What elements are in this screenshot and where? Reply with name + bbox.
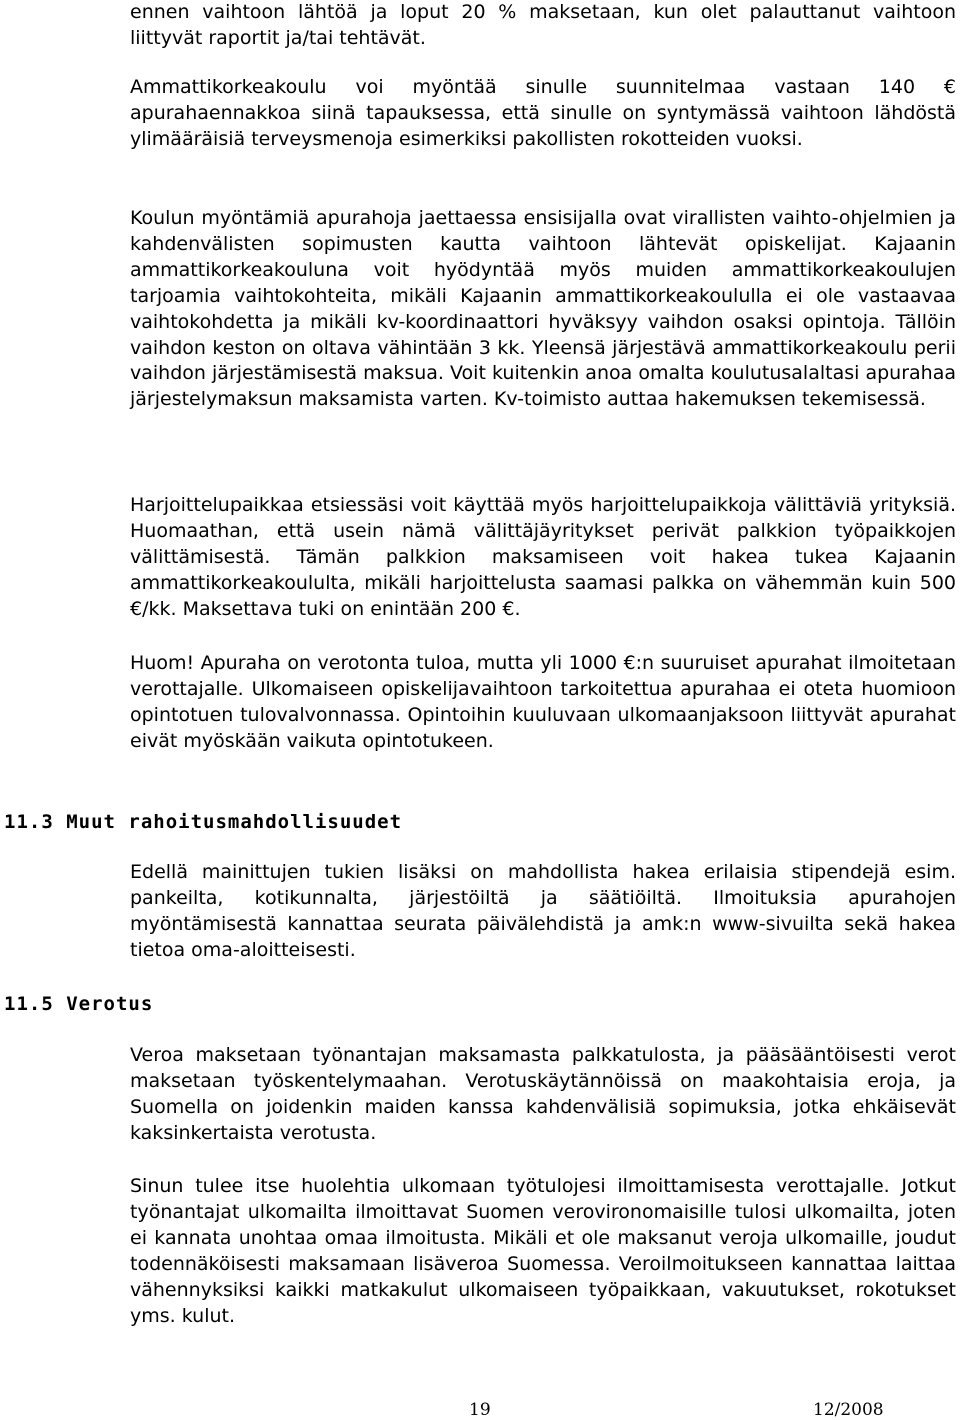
- paragraph-text: Sinun tulee itse huolehtia ulkomaan työtulojesi ilmoittamisesta verottajalle. Jotkut työnantajat ulkomailta ilmoittavat Suomen verovironomaisille tulosi ulkomailta, joten ei kannata unohtaa omaa ilmoitusta. Mikäli et ole maksanut veroja ulkomaille, joudut todennäköisesti maksamaan lisäveroa Suomessa. Veroilmoitukseen kannattaa laittaa vähennyksiksi kaikki matkakulut ulkomaiseen työpaikkaan, vakuutukset, rokotukset yms. kulut.: [130, 1175, 956, 1327]
- paragraph-text: Huom! Apuraha on verotonta tuloa, mutta yli 1000 €:n suuruiset apurahat ilmoitetaan verottajalle. Ulkomaiseen opiskelijavaihtoon tarkoitettua apurahaa ei oteta huomioon opintotuen tulovalvonnassa. Opintoihin kuuluvaan ulkomaanjaksoon liittyvät apurahat eivät myöskään vaikuta opintotukeen.: [130, 652, 956, 752]
- paragraph-text: Koulun myöntämiä apurahoja jaettaessa ensisijalla ovat virallisten vaihto-ohjelmien ja kahdenvälisten sopimusten kautta vaihtoon lähtevät opiskelijat. Kajaanin ammattikorkeakouluna voit hyödyntää myös muiden ammattikorkeakoulujen tarjoamia vaihtokohteita, mikäli Kajaanin ammattikorkeakoululla ei ole vastaavaa vaihtokohdetta ja mikäli kv-koordinaattori hyväksyy vaihdon osaksi opintoja. Tällöin vaihdon keston on oltava vähintään 3 kk. Yleensä järjestävä ammattikorkeakoulu perii vaihdon järjestämisestä maksua. Voit kuitenkin anoa omalta koulutusalaltasi apurahaa järjestelymaksun maksamista varten. Kv-toimisto auttaa hakemuksen tekemisessä.: [130, 207, 956, 411]
- paragraph-scholarships: [130, 860, 956, 964]
- paragraph-text: Ammattikorkeakoulu voi myöntää sinulle suunnitelmaa vastaan 140 € apurahaennakkoa siinä tapauksessa, että sinulle on syntymässä vaihtoon lähdöstä ylimääräisiä terveysmenoja esimerkiksi pakollisten rokotteiden vuoksi.: [130, 76, 956, 150]
- paragraph-internship-agencies: [130, 493, 956, 623]
- paragraph-continuation: [130, 0, 956, 52]
- paragraph-tax-reporting: [130, 1174, 956, 1329]
- paragraph-advance-grant: [130, 75, 956, 153]
- paragraph-tax-free-grant: [130, 651, 956, 755]
- paragraph-school-grants: [130, 206, 956, 413]
- paragraph-text: ennen vaihtoon lähtöä ja loput 20 % maksetaan, kun olet palauttanut vaihtoon liittyvät raportit ja/tai tehtävät.: [130, 1, 956, 49]
- paragraph-text: Edellä mainittujen tukien lisäksi on mahdollista hakea erilaisia stipendejä esim. pankeilta, kotikunnalta, järjestöiltä ja säätiöiltä. Ilmoituksia apurahojen myöntämisestä kannattaa seurata päivälehdistä ja amk:n www-sivuilta sekä hakea tietoa oma-aloitteisesti.: [130, 861, 956, 961]
- paragraph-tax-basics: [130, 1043, 956, 1147]
- section-heading-taxation: 11.5 Verotus: [4, 993, 154, 1015]
- paragraph-text: Veroa maksetaan työnantajan maksamasta palkkatulosta, ja pääsääntöisesti verot maksetaan työskentelymaahan. Verotuskäytännöissä on maakohtaisia eroja, ja Suomella on joidenkin maiden kanssa kahdenvälisiä sopimuksia, jotka ehkäisevät kaksinkertaista verotusta.: [130, 1044, 956, 1144]
- section-heading-other-funding: 11.3 Muut rahoitusmahdollisuudet: [4, 811, 403, 833]
- page-number: 19: [469, 1400, 491, 1420]
- footer-date: 12/2008: [813, 1400, 884, 1420]
- paragraph-text: Harjoittelupaikkaa etsiessäsi voit käyttää myös harjoittelupaikkoja välittäviä yrityksiä. Huomaathan, että usein nämä välittäjäyritykset perivät palkkion työpaikkojen välittämisestä. Tämän palkkion maksamiseen voit hakea tukea Kajaanin ammattikorkeakoululta, mikäli harjoittelusta saamasi palkka on vähemmän kuin 500 €/kk. Maksettava tuki on enintään 200 €.: [130, 494, 956, 620]
